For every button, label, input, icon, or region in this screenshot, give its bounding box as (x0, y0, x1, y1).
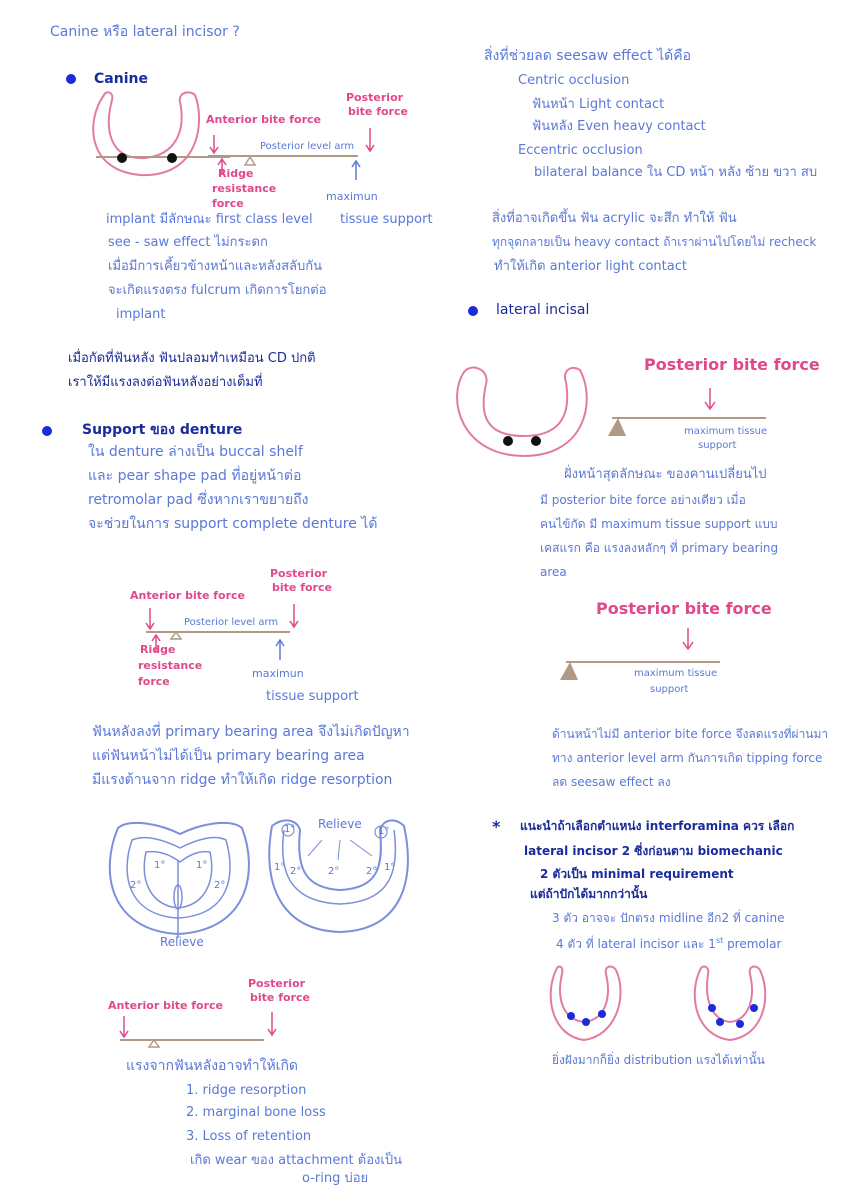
recommend-footer: ยิ่งฝังมากก็ยิ่ง distribution แรงได้เท่านั้น (552, 1053, 765, 1067)
primary-note-1: แต่ฟันหน้าไม่ได้เป็น primary bearing area (92, 748, 365, 764)
recommend-line-6-sup: st (715, 936, 724, 945)
canine-bite-note-0: เมื่อกัดที่ฟันหลัง ฟันปลอมทำเหมือน CD ปกติ (68, 351, 316, 366)
canine-ridge-3: force (212, 197, 244, 210)
lateral-line-2: คนไข้กัด มี maximum tissue support แบบ (540, 517, 778, 531)
support-heading: Support ของ denture (82, 422, 243, 438)
lateral2-line-0: ด้านหน้าไม่มี anterior bite force จึงลดแรงที่ผ่านมา (552, 727, 829, 741)
primary-note-2: มีแรงต้านจาก ridge ทำให้เกิด ridge resorption (92, 772, 393, 788)
acrylic-line-0: สิ่งที่อาจเกิดขึ้น ฟัน acrylic จะสึก ทำให้ ฟัน (492, 211, 737, 226)
canine-ridge-2: resistance (212, 182, 277, 195)
canine-note-2: เมื่อมีการเคี้ยวข้างหน้าและหลังสลับกัน (108, 259, 323, 274)
bottom-anterior-bite-force: Anterior bite force (108, 999, 224, 1012)
bottom-oring: o-ring บ่อย (302, 1171, 369, 1186)
canine-note-4: implant (116, 307, 166, 322)
lateral-line-1: มี posterior bite force อย่างเดียว เมื่อ (540, 493, 746, 507)
seesaw-heading: สิ่งที่ช่วยลด seesaw effect ได้คือ (484, 48, 692, 64)
canine-posterior-label-1: Posterior (346, 91, 404, 104)
lateral-support-2: support (650, 684, 689, 695)
lower-mark-1-right: 1° (384, 862, 396, 873)
lateral-support-1: support (698, 440, 737, 451)
support-ridge-2: resistance (138, 659, 203, 672)
canine-note-1: see - saw effect ไม่กระดก (108, 235, 268, 250)
lower-mark-1-right-top: 1° (378, 826, 390, 837)
recommend-line-6b: premolar (723, 937, 782, 951)
bottom-list-1: 2. marginal bone loss (186, 1105, 326, 1120)
lateral2-line-1: ทาง anterior level arm กันการเกิด tipping force (552, 751, 823, 765)
lateral-line-0: ฝั่งหน้าสุดลักษณะ ของคานเปลี่ยนไป (564, 467, 767, 482)
bottom-posterior-1: Posterior (248, 977, 306, 990)
support-ridge-1: Ridge (140, 643, 176, 656)
lateral-line-3: เคสแรก คือ แรงลงหลักๆ ที่ primary bearing (540, 541, 779, 555)
support-line-2: retromolar pad ซึ่งหากเราขยายถึง (88, 492, 309, 508)
support-posterior-level-arm: Posterior level arm (184, 617, 279, 628)
bottom-cause: แรงจากฟันหลังอาจทำให้เกิด (126, 1058, 299, 1074)
recommend-line-5: 3 ตัว อาจจะ ปักตรง midline อีก2 ที่ canine (552, 911, 785, 925)
seesaw-line-1: ฟันหน้า Light contact (532, 97, 665, 112)
canine-posterior-level-arm: Posterior level arm (260, 141, 355, 152)
recommend-line-2: lateral incisor 2 ซี่งก่อนตาม biomechanic (524, 844, 783, 858)
acrylic-line-1: ทุกจุดกลายเป็น heavy contact ถ้าเราผ่านไปโดยไม่ recheck (492, 235, 817, 249)
lateral-heading: lateral incisal (496, 302, 590, 318)
bottom-list-2: 3. Loss of retention (186, 1129, 312, 1144)
support-anterior-bite-force: Anterior bite force (130, 589, 246, 602)
upper-mark-2-left: 2° (130, 880, 142, 891)
lower-mark-2-right: 2° (366, 866, 378, 877)
canine-heading: Canine (94, 71, 148, 87)
recommend-star: * (492, 817, 501, 836)
lateral-maximum-2: maximum tissue (634, 668, 718, 679)
support-posterior-2: bite force (272, 581, 332, 594)
lower-mark-1-left: 1° (274, 862, 286, 873)
seesaw-line-4: bilateral balance ใน CD หน้า หลัง ซ้าย ขวา สบ (534, 165, 818, 180)
lower-mark-1-left-top: 1° (284, 824, 296, 835)
upper-mark-1-left: 1° (154, 860, 166, 871)
support-line-3: จะช่วยในการ support complete denture ได้ (88, 516, 378, 532)
relieve-top-label: Relieve (318, 817, 362, 831)
bottom-posterior-2: bite force (250, 991, 310, 1004)
seesaw-line-3: Eccentric occlusion (518, 143, 643, 158)
relieve-bottom-label: Relieve (160, 935, 204, 949)
recommend-line-3: 2 ตัวเป็น minimal requirement (540, 867, 734, 881)
canine-ridge-1: Ridge (218, 167, 254, 180)
support-tissue-support: tissue support (266, 689, 359, 704)
lateral-maximum-1: maximum tissue (684, 426, 768, 437)
lateral-posterior-bite-force-2: Posterior bite force (596, 599, 772, 618)
lower-mark-2-center: 2° (328, 866, 340, 877)
canine-anterior-bite-force: Anterior bite force (206, 113, 322, 126)
lateral-line-4: area (540, 565, 567, 579)
page-title: Canine หรือ lateral incisor ? (50, 24, 240, 40)
acrylic-line-2: ทำให้เกิด anterior light contact (494, 259, 687, 274)
canine-posterior-label-2: bite force (348, 105, 408, 118)
recommend-line-6a: 4 ตัว ที่ lateral incisor และ 1 (556, 937, 716, 951)
support-ridge-3: force (138, 675, 170, 688)
support-posterior-1: Posterior (270, 567, 328, 580)
bottom-list-3: เกิด wear ของ attachment ต้องเป็น (190, 1153, 402, 1168)
primary-note-0: ฟันหลังลงที่ primary bearing area จึงไม่เกิดปัญหา (92, 724, 410, 740)
lateral2-line-2: ลด seesaw effect ลง (552, 775, 671, 789)
support-line-0: ใน denture ล่างเป็น buccal shelf (88, 444, 303, 460)
upper-mark-1-right: 1° (196, 860, 208, 871)
seesaw-line-0: Centric occlusion (518, 73, 630, 88)
lower-mark-2-left: 2° (290, 866, 302, 877)
canine-bite-note-1: เราให้มีแรงลงต่อฟันหลังอย่างเต็มที่ (68, 375, 263, 390)
lateral-posterior-bite-force: Posterior bite force (644, 355, 820, 374)
support-line-1: และ pear shape pad ที่อยู่หน้าต่อ (88, 468, 302, 484)
recommend-line-4: แต่ถ้าปักได้มากกว่านั้น (530, 887, 648, 901)
canine-note-0: implant มีลักษณะ first class level (106, 212, 313, 227)
support-maximun: maximun (252, 667, 304, 680)
canine-tissue-support: tissue support (340, 212, 433, 227)
bottom-list-0: 1. ridge resorption (186, 1083, 307, 1098)
upper-mark-2-right: 2° (214, 880, 226, 891)
canine-note-3: จะเกิดแรงตรง fulcrum เกิดการโยกต่อ (108, 283, 327, 298)
canine-maximun: maximun (326, 190, 378, 203)
seesaw-line-2: ฟันหลัง Even heavy contact (532, 119, 706, 134)
recommend-line-1: แนะนำถ้าเลือกตำแหน่ง interforamina ควร เลือก (520, 819, 795, 833)
